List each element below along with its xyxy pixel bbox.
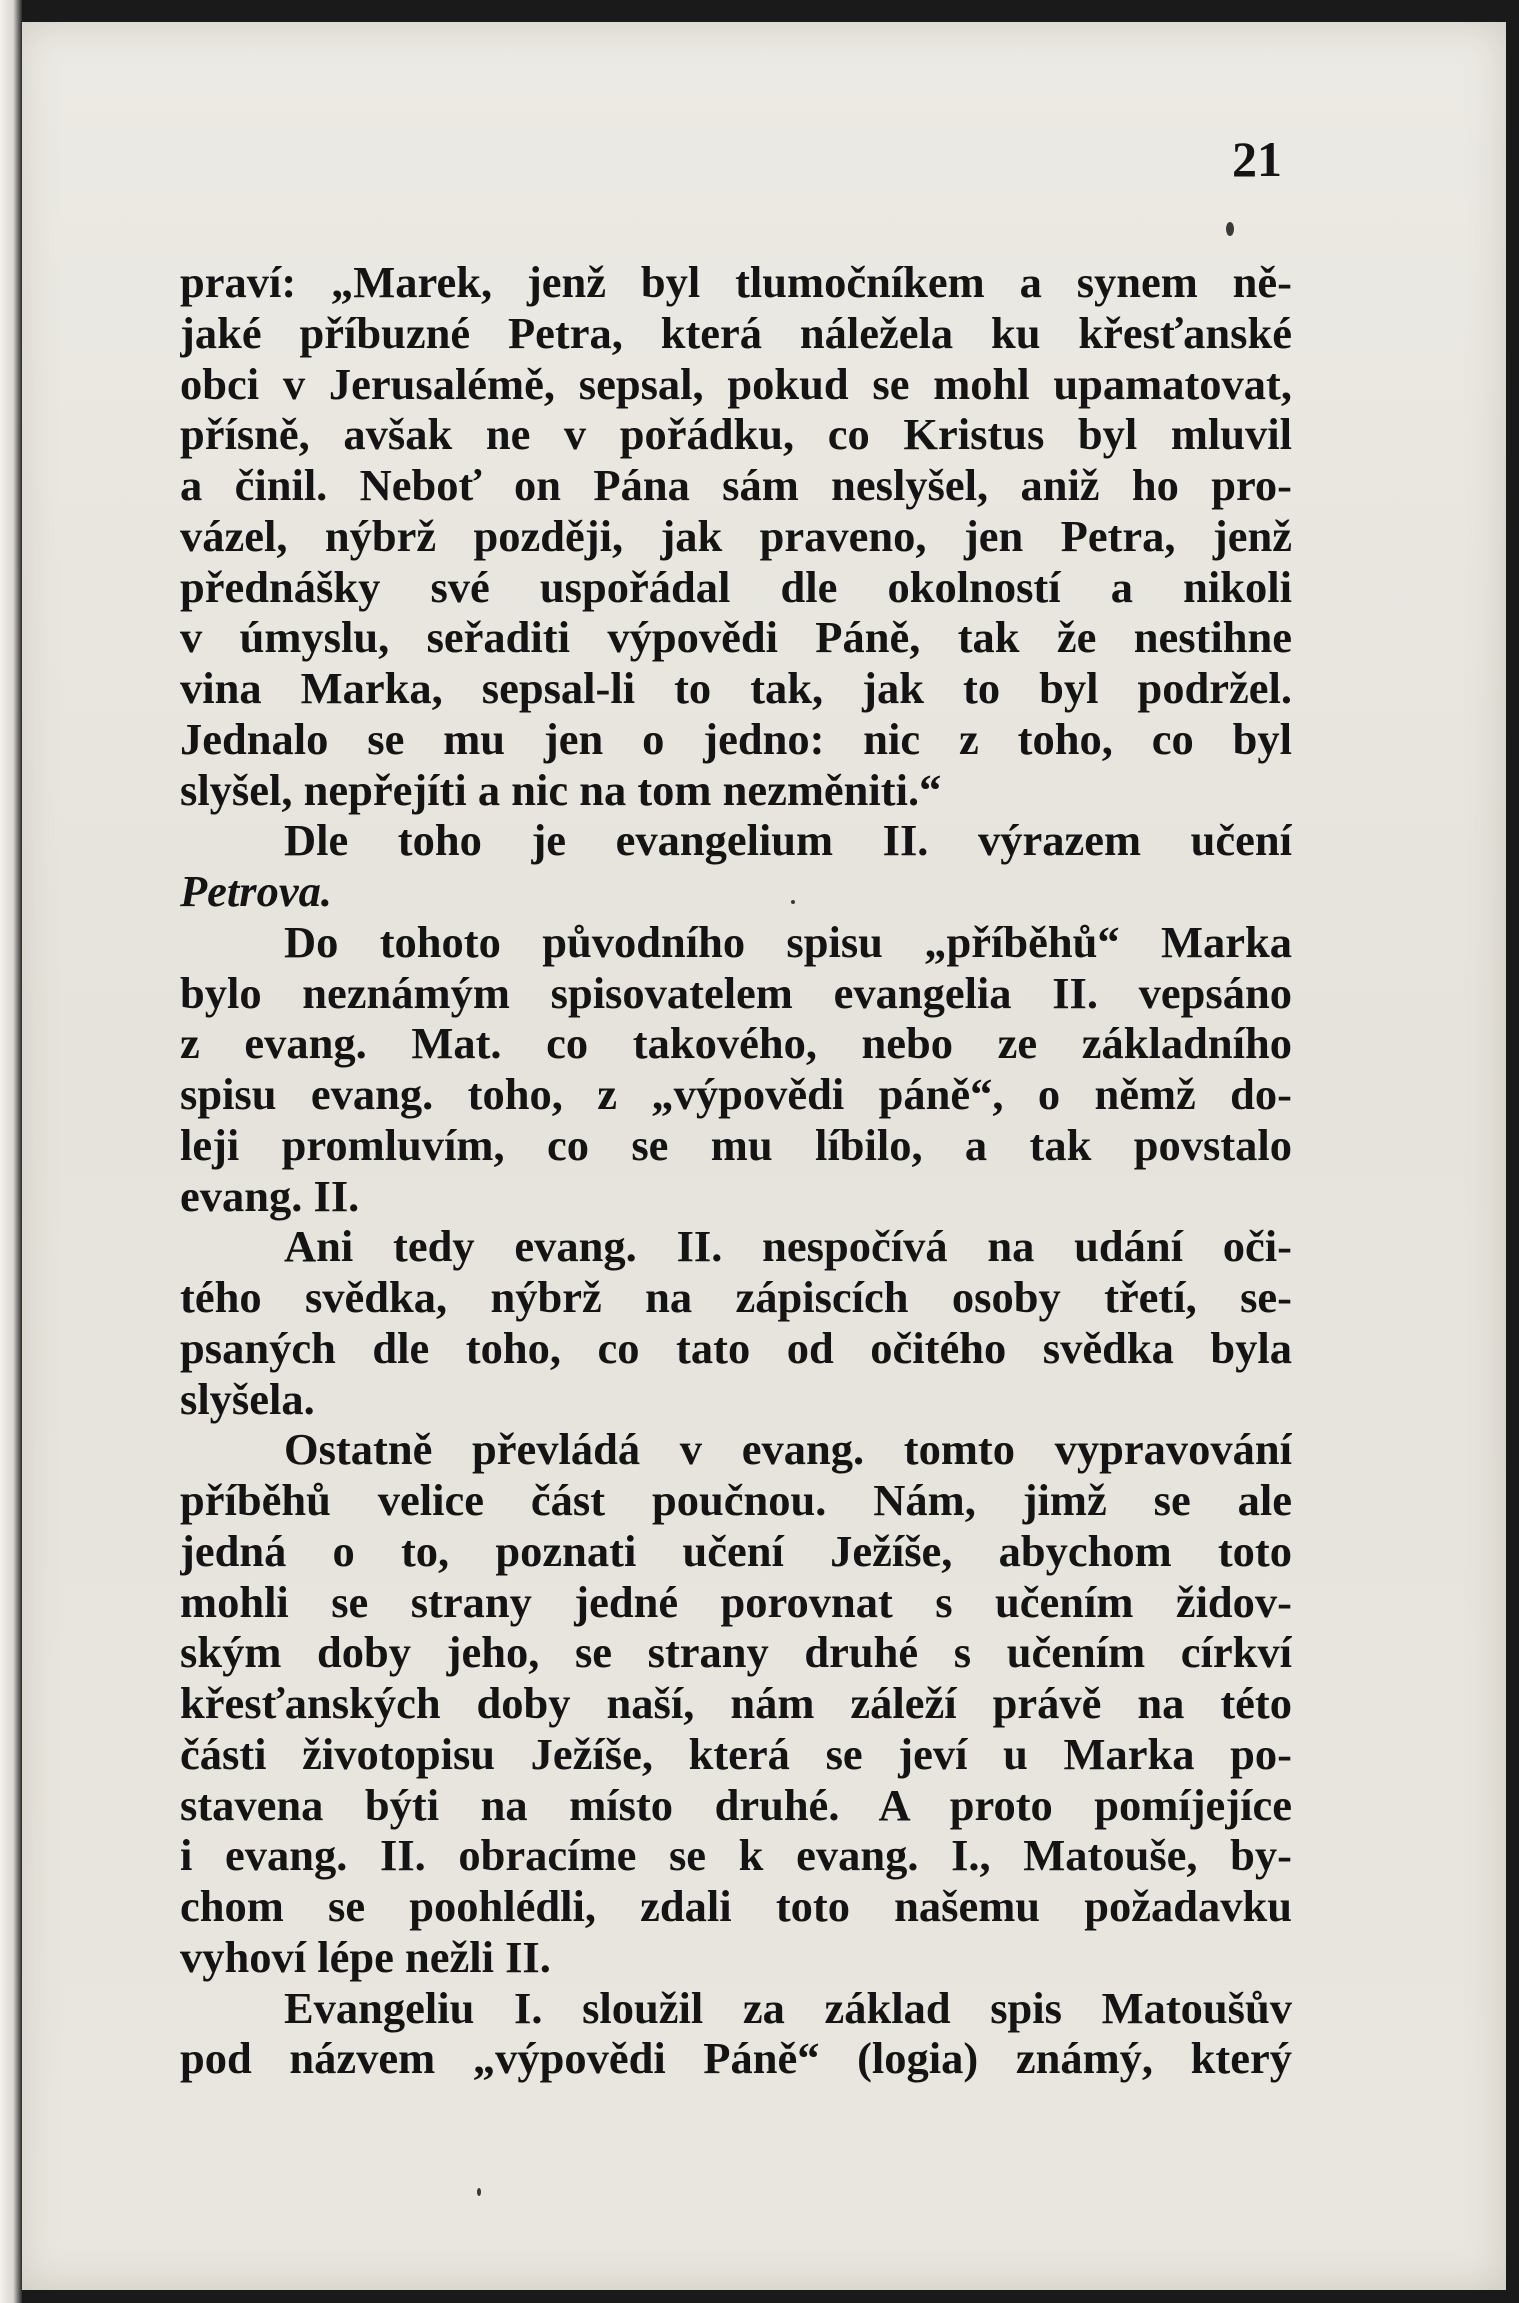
text-line: příběhů velice část poučnou. Nám, jimž se ale (180, 1475, 1292, 1525)
text-line: vina Marka, sepsal-li to tak, jak to byl podržel. (180, 663, 1292, 713)
body-text (180, 257, 1292, 2084)
paragraph-start: Ostatně převládá v evang. tomto vypravování (284, 1424, 1292, 1475)
text-line: křesťanských doby naší, nám záleží právě na této (180, 1678, 1292, 1728)
text-line: části životopisu Ježíše, která se jeví u Marka po- (180, 1728, 1292, 1779)
text-line: z evang. Mat. co takového, nebo ze základního (180, 1018, 1292, 1069)
paper-speck (477, 2188, 481, 2196)
text-line: spisu evang. toho, z „výpovědi páně“, o němž do- (180, 1069, 1292, 1119)
text-line: ským doby jeho, se strany druhé s učením církví (180, 1627, 1292, 1678)
text-line: v úmyslu, seřaditi výpovědi Páně, tak že nestihne (180, 612, 1292, 663)
text-line: leji promluvím, co se mu líbilo, a tak povstalo (180, 1119, 1292, 1170)
paragraph-start: Do tohoto původního spisu „příběhů“ Marka (284, 916, 1292, 967)
text-line: stavena býti na místo druhé. A proto pomíjejíce (180, 1779, 1292, 1830)
text-line: pod názvem „výpovědi Páně“ (logia) známý, který (180, 2033, 1292, 2084)
text-line: slyšela. (180, 1373, 315, 1424)
text-line: přednášky své uspořádal dle okolností a nikoli (180, 561, 1292, 612)
text-line: Jednalo se mu jen o jedno: nic z toho, co byl (180, 713, 1292, 764)
paragraph-start: Ani tedy evang. II. nespočívá na udání oči- (284, 1221, 1292, 1272)
text-line: mohli se strany jedné porovnat s učením židov- (180, 1576, 1292, 1627)
paragraph-start: Evangeliu I. sloužil za základ spis Matoušův (284, 1982, 1292, 2033)
paper-speck (791, 900, 795, 904)
page-number: 21 (1232, 131, 1282, 187)
text-line: i evang. II. obracíme se k evang. I., Matouše, by- (180, 1830, 1292, 1881)
paragraph-start: Dle toho je evangelium II. výrazem učení (284, 815, 1292, 866)
text-line: chom se poohlédli, zdali toto našemu požadavku (180, 1881, 1292, 1931)
text-line: bylo neznámým spisovatelem evangelia II. vepsáno (180, 967, 1292, 1018)
text-line: evang. II. (180, 1170, 360, 1221)
text-line: vyhoví lépe nežli II. (180, 1931, 551, 1982)
text-line: praví: „Marek, jenž byl tlumočníkem a synem ně- (180, 257, 1292, 307)
text-line: a činil. Neboť on Pána sám neslyšel, aniž ho pro- (180, 460, 1292, 510)
text-line: slyšel, nepřejíti a nic na tom nezměniti.“ (180, 764, 942, 815)
text-line (180, 866, 1292, 917)
text-line: jaké příbuzné Petra, která náležela ku křesťanské (180, 307, 1292, 358)
text-line: psaných dle toho, co tato od očitého svědka byla (180, 1322, 1292, 1373)
page-binding-edge (0, 0, 22, 2303)
text-line: tého svědka, nýbrž na zápiscích osoby třetí, se- (180, 1272, 1292, 1322)
text-line: jedná o to, poznati učení Ježíše, abychom toto (180, 1525, 1292, 1576)
emphasis-petrova: Petrova. (180, 866, 332, 916)
paper-speck (1226, 222, 1234, 236)
text-line: obci v Jerusalémě, sepsal, pokud se mohl upamatovat, (180, 358, 1292, 409)
text-line: vázel, nýbrž později, jak praveno, jen Petra, jenž (180, 510, 1292, 561)
text-line: přísně, avšak ne v pořádku, co Kristus byl mluvil (180, 409, 1292, 460)
